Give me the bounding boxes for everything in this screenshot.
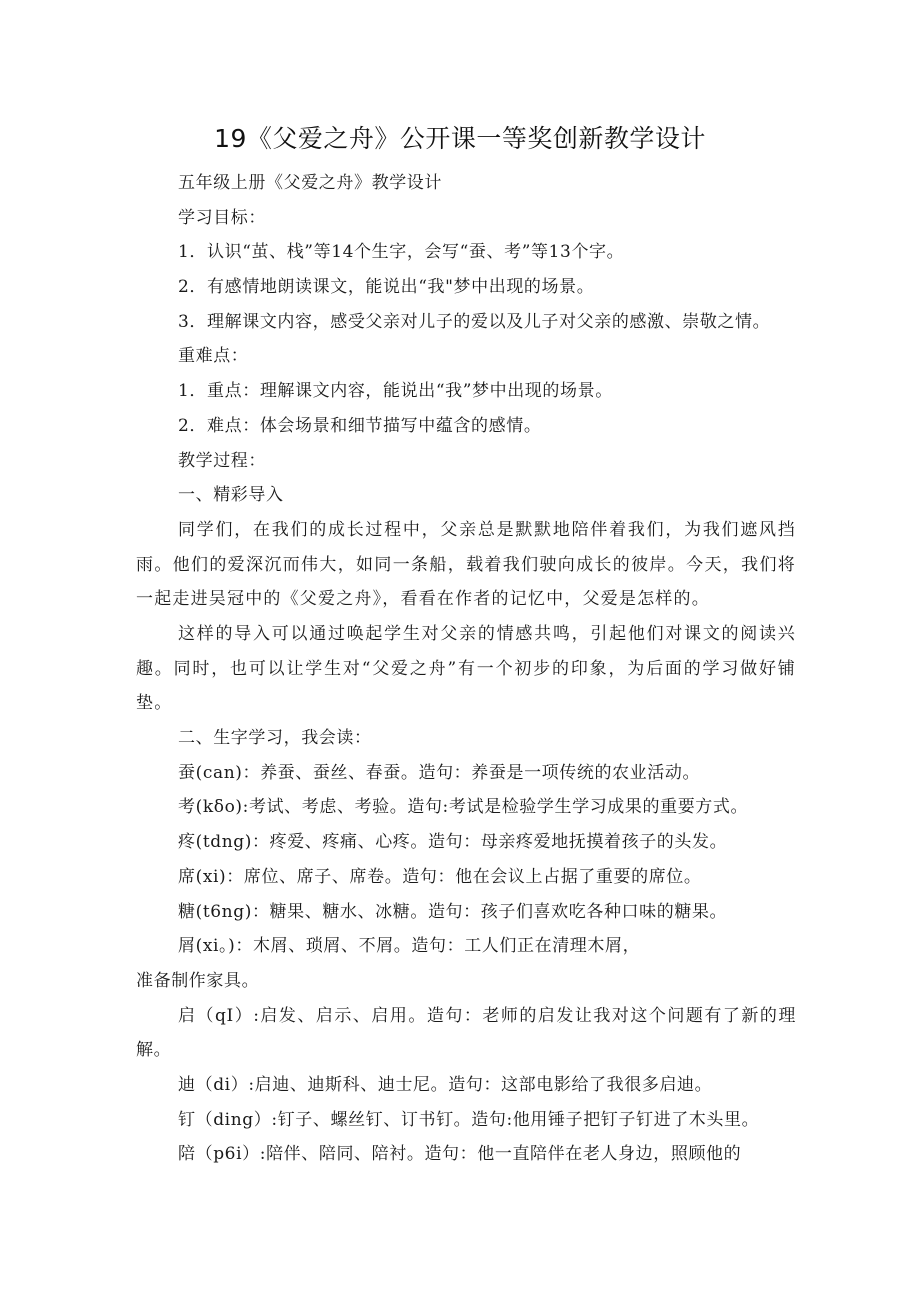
char-entry: 迪（di）:启迪、迪斯科、迪士尼。造句：这部电影给了我很多启迪。 <box>178 1075 713 1095</box>
key-heading: 重难点： <box>178 346 249 367</box>
intro-paragraph: 同学们，在我们的成长过程中，父亲总是默默地陪伴着我们，为我们遮风挡雨。他们的爱深沉而伟大，如同一条船，载着我们驶向成长的彼岸。今天，我们将一起走进吴冠中的《父爱之舟》，看看在作者的记忆中，父爱是怎样的。 <box>136 519 796 610</box>
document-title: 19《父爱之舟》公开课一等奖创新教学设计 <box>214 124 706 153</box>
char-entry: 席(xi)：席位、席子、席卷。造句：他在会议上占据了重要的席位。 <box>178 866 702 887</box>
char-entry: 启（qI）:启发、启示、启用。造句：老师的启发让我对这个问题有了新的理解。 <box>136 1005 796 1061</box>
char-entry: 蚕(can)：养蚕、蚕丝、春蚕。造句：养蚕是一项传统的农业活动。 <box>178 762 701 783</box>
char-entry: 考(kδo):考试、考虑、考验。造句:考试是检验学生学习成果的重要方式。 <box>178 797 749 818</box>
subtitle: 五年级上册《父爱之舟》教学设计 <box>178 173 442 193</box>
document-body <box>136 166 796 1172</box>
goal-item: 3．理解课文内容，感受父亲对儿子的爱以及儿子对父亲的感激、崇敬之情。 <box>178 311 771 332</box>
char-entry: 糖(t6ng)：糖果、糖水、冰糖。造句：孩子们喜欢吃各种口味的糖果。 <box>178 901 728 922</box>
goal-item: 1．认识“茧、栈”等14个生字，会写“蚕、考”等13个字。 <box>178 242 625 263</box>
process-heading: 教学过程： <box>178 450 266 471</box>
char-entry: 疼(tdng)：疼爱、疼痛、心疼。造句：母亲疼爱地抚摸着孩子的头发。 <box>178 832 728 853</box>
char-entry: 钉（ding）:钉子、螺丝钉、订书钉。造句:他用锤子把钉子钉进了木头里。 <box>178 1109 760 1130</box>
section-heading: 一、精彩导入 <box>178 485 284 506</box>
char-entry-continuation: 准备制作家具。 <box>136 970 260 991</box>
goal-item: 2．有感情地朗读课文，能说出“我"梦中出现的场景。 <box>178 277 595 298</box>
key-point: 1．重点：理解课文内容，能说出“我”梦中出现的场景。 <box>178 381 613 402</box>
intro-explanation-paragraph: 这样的导入可以通过唤起学生对父亲的情感共鸣，引起他们对课文的阅读兴趣。同时，也可以让学生对“父爱之舟”有一个初步的印象，为后面的学习做好铺垫。 <box>136 623 796 714</box>
char-entry: 屑(xi。)：木屑、琐屑、不屑。造句：工人们正在清理木屑， <box>178 936 641 957</box>
char-entry: 陪（p6i）:陪伴、陪同、陪衬。造句：他一直陪伴在老人身边，照顾他的 <box>178 1144 742 1165</box>
key-point: 2．难点：体会场景和细节描写中蕴含的感情。 <box>178 415 542 436</box>
section-heading: 二、生字学习，我会读： <box>178 728 372 749</box>
goals-heading: 学习目标： <box>178 207 266 228</box>
